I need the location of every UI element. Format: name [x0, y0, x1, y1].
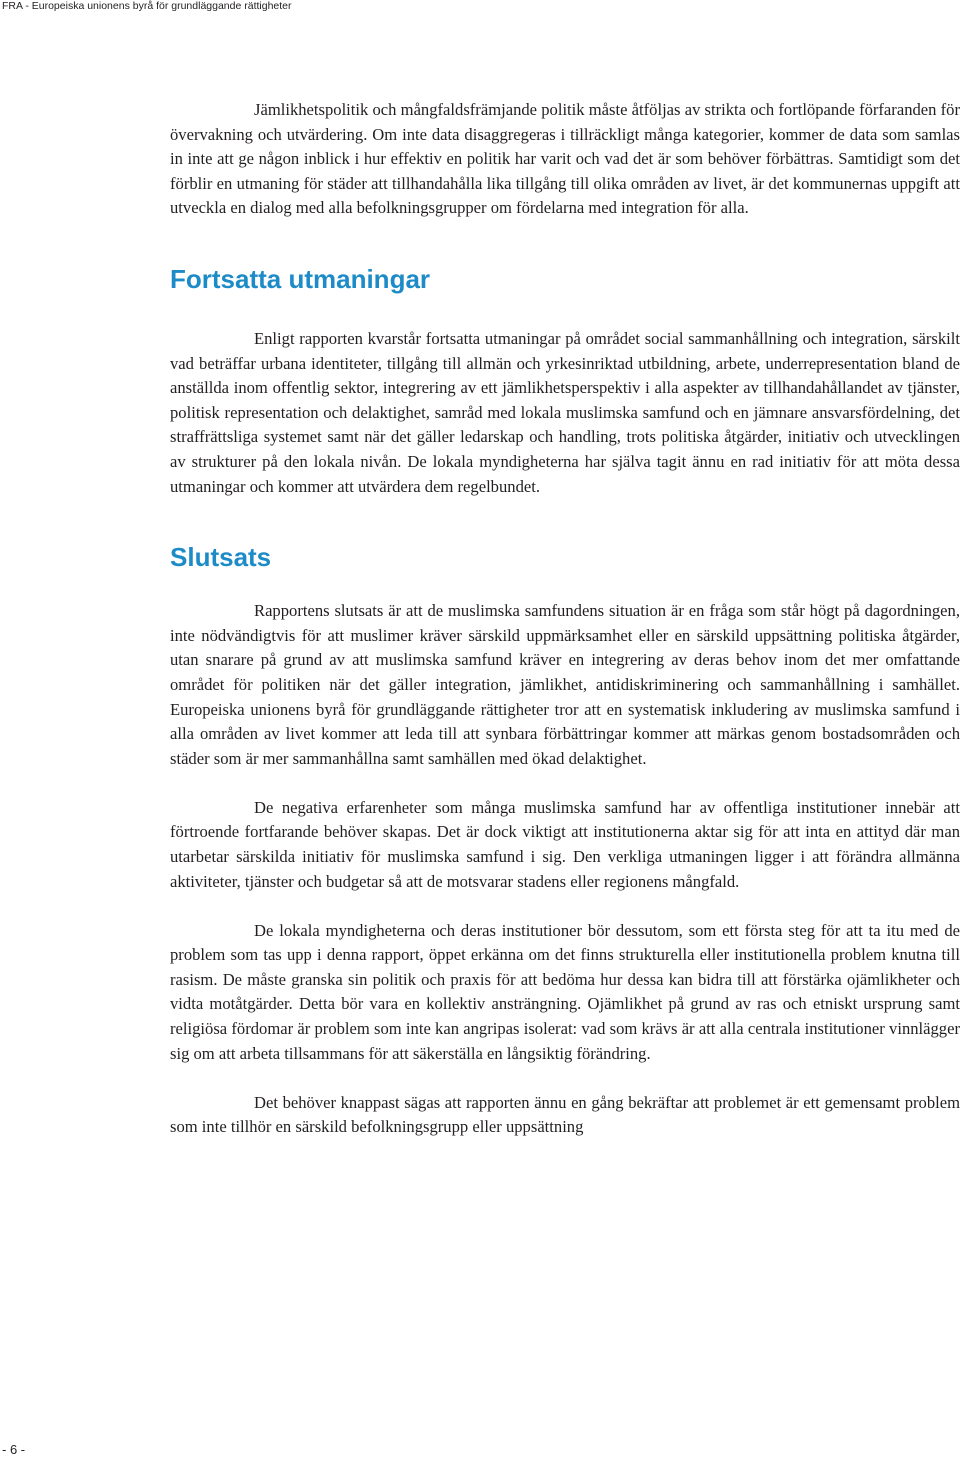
slutsats-paragraph-4: Det behöver knappast sägas att rapporten ännu en gång bekräftar att problemet är ett gemensamt problem som inte tillhör en särskild befolkningsgrupp eller uppsättning [170, 1092, 960, 1137]
slutsats-paragraph-1: Rapportens slutsats är att de muslimska samfundens situation är en fråga som står högt på dagordningen, inte nödvändigtvis för att muslimer kräver särskild uppmärksamhet eller en särskild uppsättning politiska åtgärder, utan snarare på grund av att muslimska samfund kräver en integrering av deras behov inom det mer omfattande området för politiken när det gäller integration, jämlikhet, antidiskriminering och sammanhållning i samhället. Europeiska unionens byrå för grundläggande rättigheter tror att en systematisk inkludering av muslimska samfund i alla områden av livet kommer att leda till att synbara förbättringar kommer att märkas genom bostadsområden och städer som är mer sammanhållna samt samhällen med ökad delaktighet. [170, 601, 960, 768]
page-number: - 6 - [2, 1442, 26, 1457]
section-heading-slutsats: Slutsats [170, 542, 272, 573]
intro-paragraph: Jämlikhetspolitik och mångfaldsfrämjande politik måste åtföljas av strikta och fortlöpande förfaranden för övervakning och utvärdering. Om inte data disaggregeras i tillräckligt många kategorier, kommer de data som samlas in inte att ge någon inblick i hur effektiv en politik har varit och vad det är som behöver förbättras. Samtidigt som det förblir en utmaning för städer att tillhandahålla lika tillgång till olika områden av livet, är det kommunernas uppgift att utveckla en dialog med alla befolkningsgrupper om fördelarna med integration för alla. [170, 100, 960, 218]
fortsatta-paragraph: Enligt rapporten kvarstår fortsatta utmaningar på området social sammanhållning och integration, särskilt vad beträffar urbana identiteter, tillgång till allmän och yrkesinriktad utbildning, arbete, underrepresentation bland de anställda inom offentlig sektor, integrering av ett jämlikhetsperspektiv i alla aspekter av tillhandahållandet av tjänster, politisk representation och delaktighet, samråd med lokala muslimska samfund och en jämnare ansvarsfördelning, det straffrättsliga systemet samt när det gäller ledarskap och handling, trots politiska åtgärder, initiativ och utvecklingen av strukturer på den lokala nivån. De lokala myndigheterna har själva tagit ännu en rad initiativ för att möta dessa utmaningar och kommer att utvärdera dem regelbundet. [170, 328, 960, 496]
section-heading-fortsatta-utmaningar: Fortsatta utmaningar [170, 263, 431, 294]
running-header: FRA - Europeiska unionens byrå för grundläggande rättigheter [2, 0, 292, 12]
slutsats-paragraph-3: De lokala myndigheterna och deras institutioner bör dessutom, som ett första steg för att ta itu med de problem som tas upp i denna rapport, öppet erkänna om det finns strukturella eller institutionella problem knutna till rasism. De måste granska sin politik och praxis för att bedöma hur dessa kan bidra till att förstärka ojämlikheter och vidta motåtgärder. Detta bör vara en kollektiv ansträngning. Ojämlikhet på grund av ras och etniskt ursprung samt religiösa fördomar är problem som inte kan angripas isolerat: vad som krävs är att alla centrala institutioner vinnlägger sig om att arbeta tillsammans för att säkerställa en långsiktig förändring. [170, 920, 960, 1063]
slutsats-paragraph-2: De negativa erfarenheter som många muslimska samfund har av offentliga institutioner innebär att förtroende fortfarande behöver skapas. Det är dock viktigt att institutionerna aktar sig för att inta en attityd där man utarbetar särskilda initiativ för muslimska samfund i sig. Den verkliga utmaningen ligger i att förändra allmänna aktiviteter, tjänster och budgetar så att de motsvarar stadens eller regionens mångfald. [170, 797, 960, 891]
page-content [170, 98, 960, 1140]
